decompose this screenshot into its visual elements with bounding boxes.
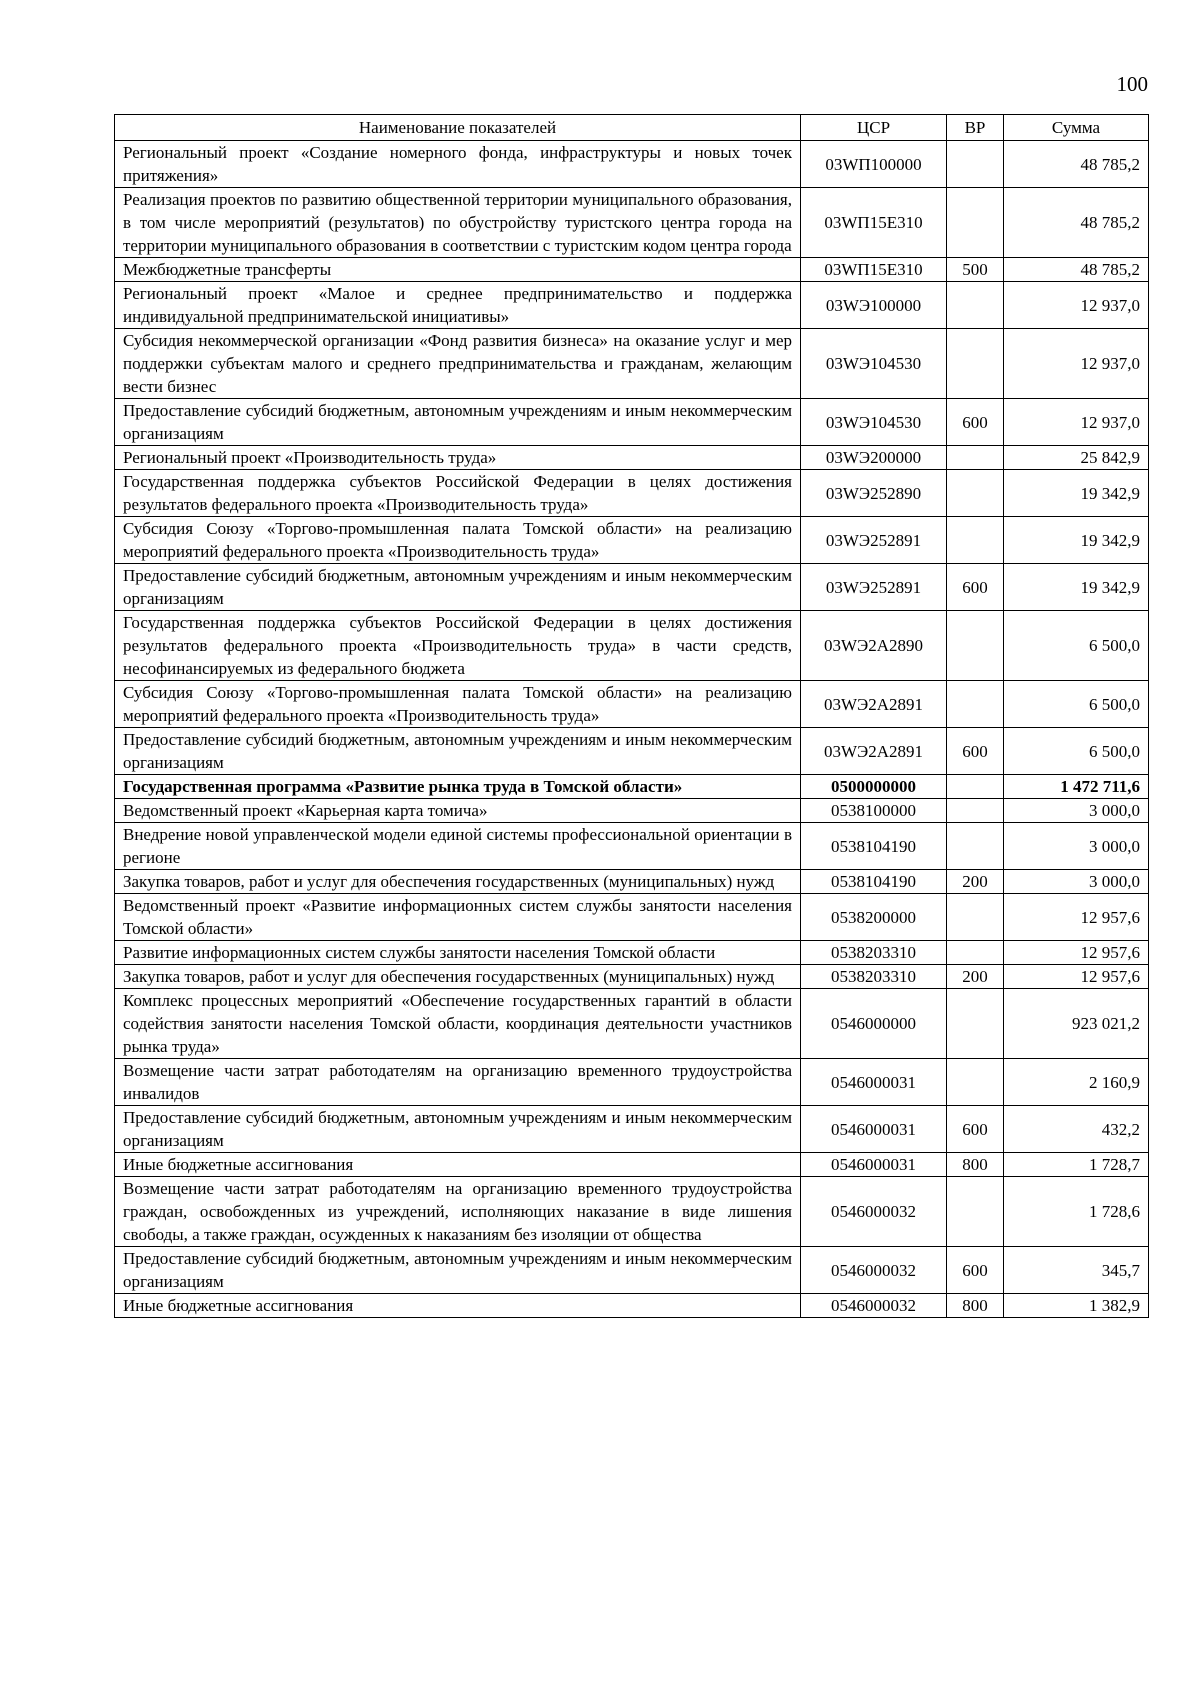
table-row bbox=[115, 188, 1149, 258]
cell-sum: 48 785,2 bbox=[1004, 141, 1149, 188]
cell-vr: 800 bbox=[947, 1294, 1004, 1318]
cell-vr bbox=[947, 188, 1004, 258]
cell-csr: 03WП100000 bbox=[801, 141, 947, 188]
cell-sum: 6 500,0 bbox=[1004, 728, 1149, 775]
cell-vr bbox=[947, 329, 1004, 399]
cell-name: Предоставление субсидий бюджетным, автономным учреждениям и иным некоммерческим организациям bbox=[115, 1106, 801, 1153]
cell-sum: 2 160,9 bbox=[1004, 1059, 1149, 1106]
table-row bbox=[115, 823, 1149, 870]
cell-sum: 19 342,9 bbox=[1004, 564, 1149, 611]
table-row bbox=[115, 1059, 1149, 1106]
cell-csr: 0546000031 bbox=[801, 1153, 947, 1177]
cell-csr: 0538203310 bbox=[801, 941, 947, 965]
cell-csr: 03WЭ2А2891 bbox=[801, 728, 947, 775]
cell-sum: 12 957,6 bbox=[1004, 965, 1149, 989]
table-row bbox=[115, 282, 1149, 329]
cell-csr: 03WЭ2А2890 bbox=[801, 611, 947, 681]
cell-vr: 600 bbox=[947, 1247, 1004, 1294]
cell-vr: 200 bbox=[947, 870, 1004, 894]
cell-vr: 600 bbox=[947, 564, 1004, 611]
cell-vr bbox=[947, 611, 1004, 681]
cell-name: Ведомственный проект «Карьерная карта томича» bbox=[115, 799, 801, 823]
cell-csr: 03WЭ104530 bbox=[801, 329, 947, 399]
table-row bbox=[115, 564, 1149, 611]
table-row bbox=[115, 1177, 1149, 1247]
header-vr: ВР bbox=[947, 115, 1004, 141]
cell-name: Внедрение новой управленческой модели единой системы профессиональной ориентации в регионе bbox=[115, 823, 801, 870]
cell-sum: 12 937,0 bbox=[1004, 282, 1149, 329]
cell-csr: 0538104190 bbox=[801, 870, 947, 894]
budget-table bbox=[114, 114, 1149, 1318]
cell-vr bbox=[947, 282, 1004, 329]
cell-name: Региональный проект «Создание номерного фонда, инфраструктуры и новых точек притяжения» bbox=[115, 141, 801, 188]
cell-csr: 03WЭ252891 bbox=[801, 564, 947, 611]
table-header-row bbox=[115, 115, 1149, 141]
cell-name: Региональный проект «Малое и среднее предпринимательство и поддержка индивидуальной предпринимательской инициативы» bbox=[115, 282, 801, 329]
cell-csr: 03WЭ252891 bbox=[801, 517, 947, 564]
cell-csr: 0546000032 bbox=[801, 1177, 947, 1247]
cell-vr bbox=[947, 517, 1004, 564]
cell-name: Предоставление субсидий бюджетным, автономным учреждениям и иным некоммерческим организациям bbox=[115, 1247, 801, 1294]
cell-csr: 0546000032 bbox=[801, 1294, 947, 1318]
cell-vr: 600 bbox=[947, 728, 1004, 775]
cell-vr bbox=[947, 1177, 1004, 1247]
cell-sum: 12 937,0 bbox=[1004, 329, 1149, 399]
table-row bbox=[115, 399, 1149, 446]
cell-vr bbox=[947, 446, 1004, 470]
cell-sum: 432,2 bbox=[1004, 1106, 1149, 1153]
cell-sum: 6 500,0 bbox=[1004, 681, 1149, 728]
header-name: Наименование показателей bbox=[115, 115, 801, 141]
cell-csr: 03WП15Е310 bbox=[801, 258, 947, 282]
table-row bbox=[115, 1247, 1149, 1294]
cell-name: Реализация проектов по развитию общественной территории муниципального образования, в том числе мероприятий (результатов) по обустройству туристского центра города на территории муниципального образования в соответствии с туристским кодом центра города bbox=[115, 188, 801, 258]
cell-name: Государственная поддержка субъектов Российской Федерации в целях достижения результатов федерального проекта «Производительность труда» в части средств, несофинансируемых из федерального бюджета bbox=[115, 611, 801, 681]
cell-csr: 03WЭ2А2891 bbox=[801, 681, 947, 728]
cell-sum: 12 937,0 bbox=[1004, 399, 1149, 446]
table-row bbox=[115, 799, 1149, 823]
cell-csr: 0538104190 bbox=[801, 823, 947, 870]
cell-name: Предоставление субсидий бюджетным, автономным учреждениям и иным некоммерческим организациям bbox=[115, 399, 801, 446]
table-row bbox=[115, 941, 1149, 965]
table-row bbox=[115, 517, 1149, 564]
cell-sum: 1 382,9 bbox=[1004, 1294, 1149, 1318]
cell-name: Закупка товаров, работ и услуг для обеспечения государственных (муниципальных) нужд bbox=[115, 965, 801, 989]
cell-name: Региональный проект «Производительность труда» bbox=[115, 446, 801, 470]
cell-sum: 19 342,9 bbox=[1004, 517, 1149, 564]
cell-sum: 48 785,2 bbox=[1004, 258, 1149, 282]
cell-sum: 48 785,2 bbox=[1004, 188, 1149, 258]
cell-vr: 500 bbox=[947, 258, 1004, 282]
cell-vr bbox=[947, 681, 1004, 728]
cell-csr: 03WП15Е310 bbox=[801, 188, 947, 258]
cell-sum: 345,7 bbox=[1004, 1247, 1149, 1294]
cell-vr bbox=[947, 823, 1004, 870]
table-row bbox=[115, 870, 1149, 894]
cell-name: Государственная поддержка субъектов Российской Федерации в целях достижения результатов федерального проекта «Производительность труда» bbox=[115, 470, 801, 517]
cell-sum: 923 021,2 bbox=[1004, 989, 1149, 1059]
cell-vr bbox=[947, 775, 1004, 799]
cell-csr: 03WЭ252890 bbox=[801, 470, 947, 517]
cell-vr bbox=[947, 894, 1004, 941]
cell-sum: 3 000,0 bbox=[1004, 870, 1149, 894]
cell-vr bbox=[947, 941, 1004, 965]
cell-csr: 0546000031 bbox=[801, 1059, 947, 1106]
table-row bbox=[115, 965, 1149, 989]
cell-vr bbox=[947, 799, 1004, 823]
cell-sum: 12 957,6 bbox=[1004, 941, 1149, 965]
cell-name: Ведомственный проект «Развитие информационных систем службы занятости населения Томской области» bbox=[115, 894, 801, 941]
header-csr: ЦСР bbox=[801, 115, 947, 141]
cell-name: Иные бюджетные ассигнования bbox=[115, 1153, 801, 1177]
cell-csr: 0546000000 bbox=[801, 989, 947, 1059]
table-row bbox=[115, 329, 1149, 399]
table-row bbox=[115, 611, 1149, 681]
cell-name: Предоставление субсидий бюджетным, автономным учреждениям и иным некоммерческим организациям bbox=[115, 728, 801, 775]
table-row bbox=[115, 446, 1149, 470]
cell-vr: 200 bbox=[947, 965, 1004, 989]
cell-sum: 1 728,7 bbox=[1004, 1153, 1149, 1177]
table-row bbox=[115, 1153, 1149, 1177]
table-row bbox=[115, 470, 1149, 517]
cell-vr: 800 bbox=[947, 1153, 1004, 1177]
cell-csr: 0546000031 bbox=[801, 1106, 947, 1153]
table-row bbox=[115, 141, 1149, 188]
cell-name: Субсидия некоммерческой организации «Фонд развития бизнеса» на оказание услуг и мер поддержки субъектам малого и среднего предпринимательства и гражданам, желающим вести бизнес bbox=[115, 329, 801, 399]
cell-name: Субсидия Союзу «Торгово-промышленная палата Томской области» на реализацию мероприятий федерального проекта «Производительность труда» bbox=[115, 517, 801, 564]
cell-name: Межбюджетные трансферты bbox=[115, 258, 801, 282]
cell-sum: 1 728,6 bbox=[1004, 1177, 1149, 1247]
cell-vr bbox=[947, 989, 1004, 1059]
cell-vr: 600 bbox=[947, 1106, 1004, 1153]
cell-vr bbox=[947, 470, 1004, 517]
table-row bbox=[115, 775, 1149, 799]
table-row bbox=[115, 258, 1149, 282]
table-row bbox=[115, 1294, 1149, 1318]
cell-name: Закупка товаров, работ и услуг для обеспечения государственных (муниципальных) нужд bbox=[115, 870, 801, 894]
cell-name: Возмещение части затрат работодателям на организацию временного трудоустройства граждан, освобожденных из учреждений, исполняющих наказание в виде лишения свободы, а также граждан, осужденных к наказаниям без изоляции от общества bbox=[115, 1177, 801, 1247]
cell-csr: 03WЭ200000 bbox=[801, 446, 947, 470]
table-row bbox=[115, 681, 1149, 728]
page-number: 100 bbox=[1116, 72, 1148, 96]
cell-csr: 03WЭ104530 bbox=[801, 399, 947, 446]
cell-sum: 25 842,9 bbox=[1004, 446, 1149, 470]
table-row bbox=[115, 728, 1149, 775]
cell-name: Развитие информационных систем службы занятости населения Томской области bbox=[115, 941, 801, 965]
table-row bbox=[115, 894, 1149, 941]
header-sum: Сумма bbox=[1004, 115, 1149, 141]
cell-name: Государственная программа «Развитие рынка труда в Томской области» bbox=[115, 775, 801, 799]
cell-sum: 1 472 711,6 bbox=[1004, 775, 1149, 799]
cell-name: Возмещение части затрат работодателям на организацию временного трудоустройства инвалидов bbox=[115, 1059, 801, 1106]
cell-name: Субсидия Союзу «Торгово-промышленная палата Томской области» на реализацию мероприятий федерального проекта «Производительность труда» bbox=[115, 681, 801, 728]
cell-csr: 0500000000 bbox=[801, 775, 947, 799]
cell-csr: 0538200000 bbox=[801, 894, 947, 941]
cell-sum: 3 000,0 bbox=[1004, 823, 1149, 870]
cell-name: Предоставление субсидий бюджетным, автономным учреждениям и иным некоммерческим организациям bbox=[115, 564, 801, 611]
cell-csr: 0538100000 bbox=[801, 799, 947, 823]
table-row bbox=[115, 1106, 1149, 1153]
cell-name: Комплекс процессных мероприятий «Обеспечение государственных гарантий в области содействия занятости населения Томской области, координация деятельности участников рынка труда» bbox=[115, 989, 801, 1059]
cell-sum: 6 500,0 bbox=[1004, 611, 1149, 681]
cell-csr: 0546000032 bbox=[801, 1247, 947, 1294]
cell-sum: 12 957,6 bbox=[1004, 894, 1149, 941]
cell-sum: 3 000,0 bbox=[1004, 799, 1149, 823]
cell-sum: 19 342,9 bbox=[1004, 470, 1149, 517]
cell-csr: 03WЭ100000 bbox=[801, 282, 947, 329]
cell-vr: 600 bbox=[947, 399, 1004, 446]
cell-vr bbox=[947, 141, 1004, 188]
cell-vr bbox=[947, 1059, 1004, 1106]
cell-name: Иные бюджетные ассигнования bbox=[115, 1294, 801, 1318]
table-body bbox=[115, 141, 1149, 1318]
cell-csr: 0538203310 bbox=[801, 965, 947, 989]
table-row bbox=[115, 989, 1149, 1059]
